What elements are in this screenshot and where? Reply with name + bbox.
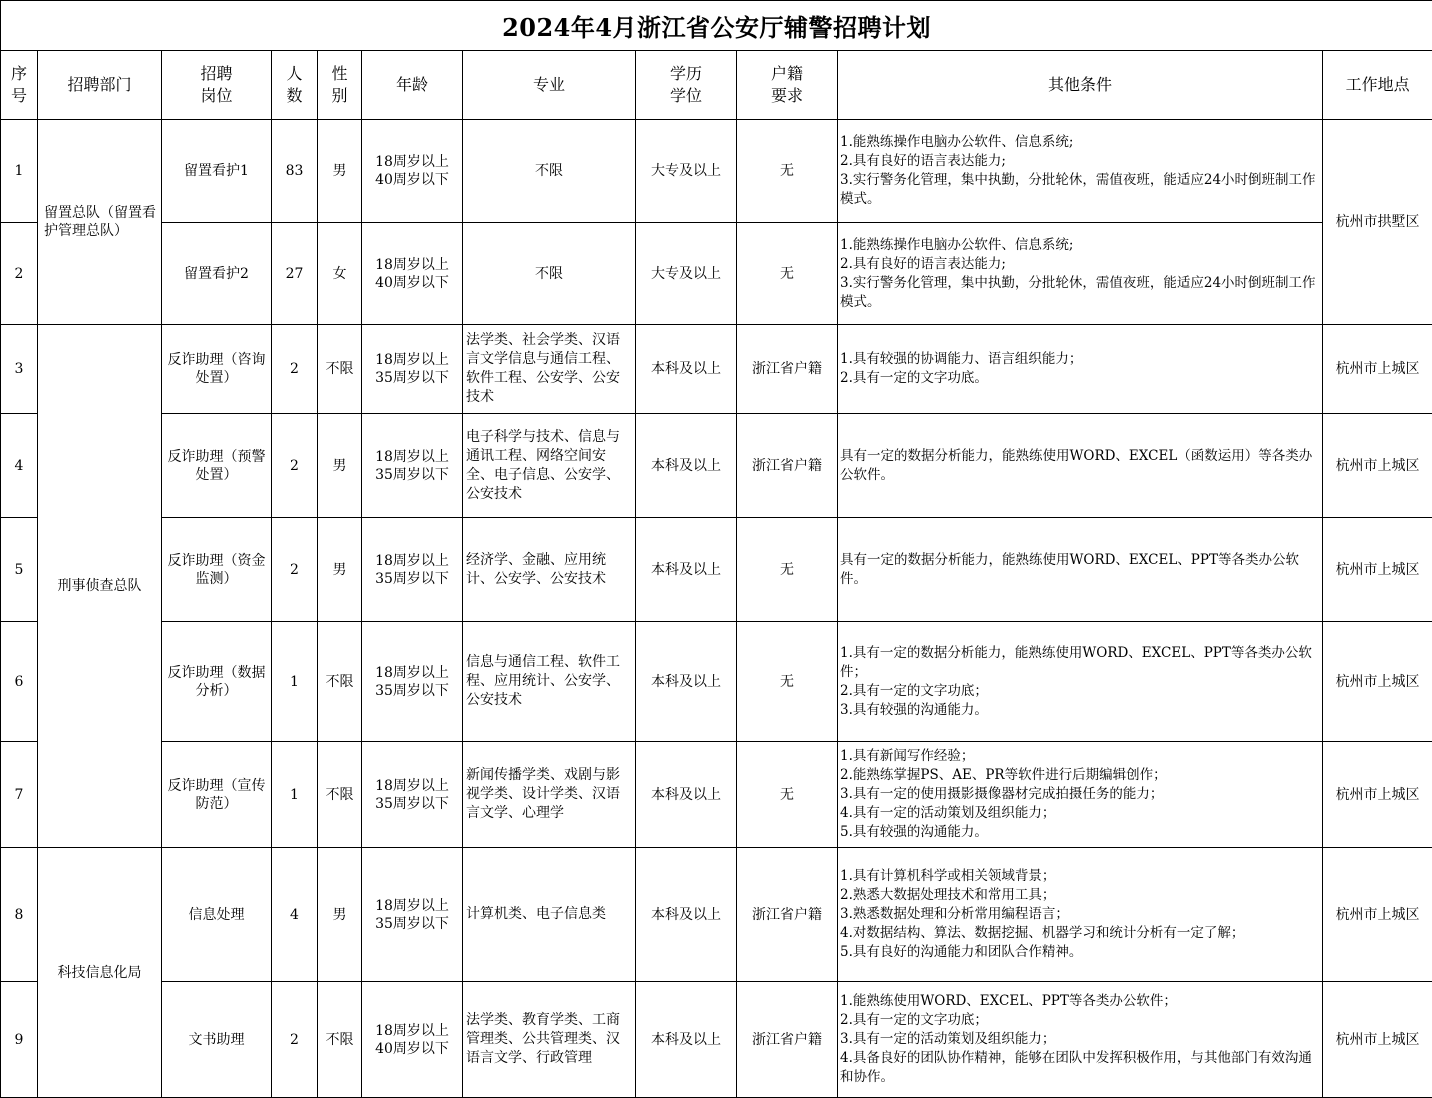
- hukou-cell: 浙江省户籍: [737, 414, 838, 518]
- education-cell: 本科及以上: [636, 414, 737, 518]
- table-row: [1, 518, 1432, 622]
- other-conditions-cell: 具有一定的数据分析能力，能熟练使用WORD、EXCEL（函数运用）等各类办公软件。: [838, 414, 1323, 518]
- education-cell: 大专及以上: [636, 223, 737, 325]
- major-cell: 不限: [463, 120, 636, 223]
- education-cell: 本科及以上: [636, 742, 737, 848]
- table-row: [1, 622, 1432, 742]
- page-title: 2024年4月浙江省公安厅辅警招聘计划: [1, 1, 1432, 51]
- seq-cell: 6: [1, 622, 38, 742]
- gender-cell: 男: [318, 848, 362, 982]
- header-age: 年龄: [362, 51, 463, 120]
- age-cell: 18周岁以上 40周岁以下: [362, 982, 463, 1098]
- location-cell: 杭州市上城区: [1323, 518, 1432, 622]
- other-conditions-cell: 1.能熟练使用WORD、EXCEL、PPT等各类办公软件； 2.具有一定的文字功底； 3.具有一定的活动策划及组织能力； 4.具备良好的团队协作精神，能够在团队中发挥积极作用，与其他部门有效沟通和协作。: [838, 982, 1323, 1098]
- seq-cell: 5: [1, 518, 38, 622]
- post-cell: 反诈助理（预警处置）: [162, 414, 272, 518]
- header-post: 招聘 岗位: [162, 51, 272, 120]
- education-cell: 本科及以上: [636, 982, 737, 1098]
- hukou-cell: 浙江省户籍: [737, 848, 838, 982]
- other-conditions-cell: 1.具有新闻写作经验； 2.能熟练掌握PS、AE、PR等软件进行后期编辑创作； 3.具有一定的使用摄影摄像器材完成拍摄任务的能力； 4.具有一定的活动策划及组织能力； 5.具有较强的沟通能力。: [838, 742, 1323, 848]
- major-cell: 不限: [463, 223, 636, 325]
- other-conditions-cell: 1.能熟练操作电脑办公软件、信息系统; 2.具有良好的语言表达能力; 3.实行警务化管理，集中执勤，分批轮休，需值夜班，能适应24小时倒班制工作模式。: [838, 223, 1323, 325]
- dept-cell: 刑事侦查总队: [38, 325, 162, 848]
- header-seq: 序 号: [1, 51, 38, 120]
- education-cell: 本科及以上: [636, 325, 737, 414]
- other-conditions-cell: 1.具有较强的协调能力、语言组织能力； 2.具有一定的文字功底。: [838, 325, 1323, 414]
- major-cell: 经济学、金融、应用统计、公安学、公安技术: [463, 518, 636, 622]
- post-cell: 反诈助理（资金监测）: [162, 518, 272, 622]
- age-cell: 18周岁以上 35周岁以下: [362, 414, 463, 518]
- age-cell: 18周岁以上 35周岁以下: [362, 518, 463, 622]
- gender-cell: 不限: [318, 982, 362, 1098]
- post-cell: 留置看护1: [162, 120, 272, 223]
- major-cell: 新闻传播学类、戏剧与影视学类、设计学类、汉语言文学、心理学: [463, 742, 636, 848]
- header-education: 学历 学位: [636, 51, 737, 120]
- hukou-cell: 无: [737, 622, 838, 742]
- count-cell: 1: [272, 742, 318, 848]
- education-cell: 本科及以上: [636, 518, 737, 622]
- major-cell: 计算机类、电子信息类: [463, 848, 636, 982]
- table-row: [1, 982, 1432, 1098]
- major-cell: 法学类、教育学类、工商管理类、公共管理类、汉语言文学、行政管理: [463, 982, 636, 1098]
- post-cell: 反诈助理（咨询处置）: [162, 325, 272, 414]
- location-cell: 杭州市上城区: [1323, 622, 1432, 742]
- location-cell: 杭州市上城区: [1323, 848, 1432, 982]
- education-cell: 本科及以上: [636, 848, 737, 982]
- gender-cell: 不限: [318, 325, 362, 414]
- location-cell: 杭州市上城区: [1323, 414, 1432, 518]
- table-row: [1, 742, 1432, 848]
- dept-cell: 留置总队（留置看护管理总队）: [38, 120, 162, 325]
- age-cell: 18周岁以上 35周岁以下: [362, 848, 463, 982]
- age-cell: 18周岁以上 40周岁以下: [362, 120, 463, 223]
- header-hukou: 户籍 要求: [737, 51, 838, 120]
- post-cell: 留置看护2: [162, 223, 272, 325]
- header-location: 工作地点: [1323, 51, 1432, 120]
- count-cell: 2: [272, 325, 318, 414]
- major-cell: 法学类、社会学类、汉语言文学信息与通信工程、软件工程、公安学、公安技术: [463, 325, 636, 414]
- header-major: 专业: [463, 51, 636, 120]
- dept-cell: 科技信息化局: [38, 848, 162, 1098]
- seq-cell: 4: [1, 414, 38, 518]
- title-row: [1, 1, 1432, 51]
- age-cell: 18周岁以上 35周岁以下: [362, 325, 463, 414]
- education-cell: 本科及以上: [636, 622, 737, 742]
- hukou-cell: 浙江省户籍: [737, 325, 838, 414]
- education-cell: 大专及以上: [636, 120, 737, 223]
- header-row: [1, 51, 1432, 120]
- gender-cell: 男: [318, 518, 362, 622]
- post-cell: 反诈助理（宣传防范）: [162, 742, 272, 848]
- table-row: [1, 223, 1432, 325]
- seq-cell: 2: [1, 223, 38, 325]
- major-cell: 信息与通信工程、软件工程、应用统计、公安学、公安技术: [463, 622, 636, 742]
- location-cell: 杭州市拱墅区: [1323, 120, 1432, 325]
- seq-cell: 1: [1, 120, 38, 223]
- seq-cell: 3: [1, 325, 38, 414]
- age-cell: 18周岁以上 35周岁以下: [362, 742, 463, 848]
- location-cell: 杭州市上城区: [1323, 982, 1432, 1098]
- other-conditions-cell: 1.具有一定的数据分析能力，能熟练使用WORD、EXCEL、PPT等各类办公软件； 2.具有一定的文字功底； 3.具有较强的沟通能力。: [838, 622, 1323, 742]
- seq-cell: 7: [1, 742, 38, 848]
- seq-cell: 8: [1, 848, 38, 982]
- count-cell: 27: [272, 223, 318, 325]
- gender-cell: 不限: [318, 742, 362, 848]
- table-row: [1, 325, 1432, 414]
- other-conditions-cell: 1.能熟练操作电脑办公软件、信息系统; 2.具有良好的语言表达能力; 3.实行警务化管理，集中执勤，分批轮休，需值夜班，能适应24小时倒班制工作模式。: [838, 120, 1323, 223]
- hukou-cell: 无: [737, 742, 838, 848]
- count-cell: 1: [272, 622, 318, 742]
- gender-cell: 男: [318, 414, 362, 518]
- hukou-cell: 无: [737, 223, 838, 325]
- header-other-conditions: 其他条件: [838, 51, 1323, 120]
- table-row: [1, 848, 1432, 982]
- hukou-cell: 浙江省户籍: [737, 982, 838, 1098]
- hukou-cell: 无: [737, 518, 838, 622]
- gender-cell: 不限: [318, 622, 362, 742]
- header-count: 人 数: [272, 51, 318, 120]
- header-gender: 性 别: [318, 51, 362, 120]
- location-cell: 杭州市上城区: [1323, 742, 1432, 848]
- count-cell: 2: [272, 518, 318, 622]
- gender-cell: 女: [318, 223, 362, 325]
- gender-cell: 男: [318, 120, 362, 223]
- table-row: [1, 120, 1432, 223]
- count-cell: 4: [272, 848, 318, 982]
- count-cell: 2: [272, 414, 318, 518]
- major-cell: 电子科学与技术、信息与通讯工程、网络空间安全、电子信息、公安学、公安技术: [463, 414, 636, 518]
- location-cell: 杭州市上城区: [1323, 325, 1432, 414]
- age-cell: 18周岁以上 40周岁以下: [362, 223, 463, 325]
- header-dept: 招聘部门: [38, 51, 162, 120]
- post-cell: 信息处理: [162, 848, 272, 982]
- table-row: [1, 414, 1432, 518]
- seq-cell: 9: [1, 982, 38, 1098]
- hukou-cell: 无: [737, 120, 838, 223]
- other-conditions-cell: 1.具有计算机科学或相关领域背景； 2.熟悉大数据处理技术和常用工具； 3.熟悉数据处理和分析常用编程语言； 4.对数据结构、算法、数据挖掘、机器学习和统计分析有一定了解； 5.具有良好的沟通能力和团队合作精神。: [838, 848, 1323, 982]
- age-cell: 18周岁以上 35周岁以下: [362, 622, 463, 742]
- count-cell: 83: [272, 120, 318, 223]
- count-cell: 2: [272, 982, 318, 1098]
- post-cell: 反诈助理（数据分析）: [162, 622, 272, 742]
- post-cell: 文书助理: [162, 982, 272, 1098]
- other-conditions-cell: 具有一定的数据分析能力，能熟练使用WORD、EXCEL、PPT等各类办公软件。: [838, 518, 1323, 622]
